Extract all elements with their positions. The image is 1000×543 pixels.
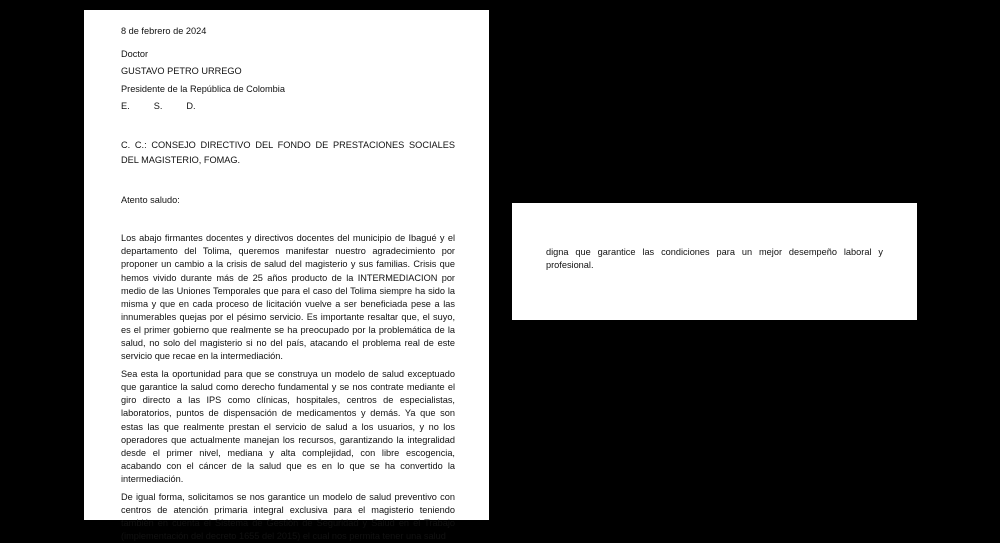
continuation-paragraph: digna que garantice las condiciones para un mejor desempeño laboral y profesional. <box>546 247 883 271</box>
esd-e: E. <box>121 100 130 111</box>
esd-s: S. <box>153 100 163 111</box>
body-paragraph-3: De igual forma, solicitamos se nos garantice un modelo de salud preventivo con centros de atención primaria integral exclusiva para el magisterio teniendo también en cuenta el Sistema de Gestión de Seguridad y Salud en el Trabajo (implementación del decreto 1655 del 2015) el cual nos permita tener una salud <box>121 492 455 542</box>
letter-date: 8 de febrero de 2024 <box>121 26 207 36</box>
letter-page-2 <box>512 203 917 320</box>
body-paragraph-2: Sea esta la oportunidad para que se construya un modelo de salud exceptuado que garantice la salud como derecho fundamental y se nos contrate mediante el giro directo a las IPS como clínicas, hospitales, centros de especialistas, laboratorios, puntos de dispensación de medicamentos y demás. Ya que son estas las que realmente prestan el servicio de salud a los usuarios, y no los operadores que actualmente manejan los recursos, garantizando la integralidad desde el primer nivel, mediana y alta complejidad, con libre escogencia, acabando con el cáncer de la salud que es en lo que se ha convertido la intermediación. <box>121 369 455 484</box>
body-paragraph-1: Los abajo firmantes docentes y directivos docentes del municipio de Ibagué y el departamento del Tolima, queremos manifestar nuestro agradecimiento por proponer un cambio a la crisis de salud del magisterio y sus familias. Crisis que hemos vivido durante más de 25 años producto de la INTERMEDIACION por medio de las Uniones Temporales que para el caso del Tolima siempre ha sido la misma y que en cada proceso de licitación vuelve a ser beneficiada pese a las innumerables quejas por el pésimo servicio. Es importante resaltar que, el suyo, es el primer gobierno que realmente se ha preocupado por la problemática de la salud, no solo del magisterio si no del país, atacando el problema real de este servicio que recae en la intermediación. <box>121 233 455 362</box>
salutation-title: Doctor <box>121 49 149 60</box>
esd-line <box>121 98 455 115</box>
esd-d: D. <box>186 100 196 111</box>
recipient-name: GUSTAVO PETRO URREGO <box>121 66 242 77</box>
cc-line: C. C.: CONSEJO DIRECTIVO DEL FONDO DE PRESTACIONES SOCIALES DEL MAGISTERIO, FOMAG. <box>121 140 455 165</box>
recipient-role: Presidente de la República de Colombia <box>121 83 285 94</box>
greeting: Atento saludo: <box>121 195 180 206</box>
letter-page-1 <box>84 10 489 542</box>
